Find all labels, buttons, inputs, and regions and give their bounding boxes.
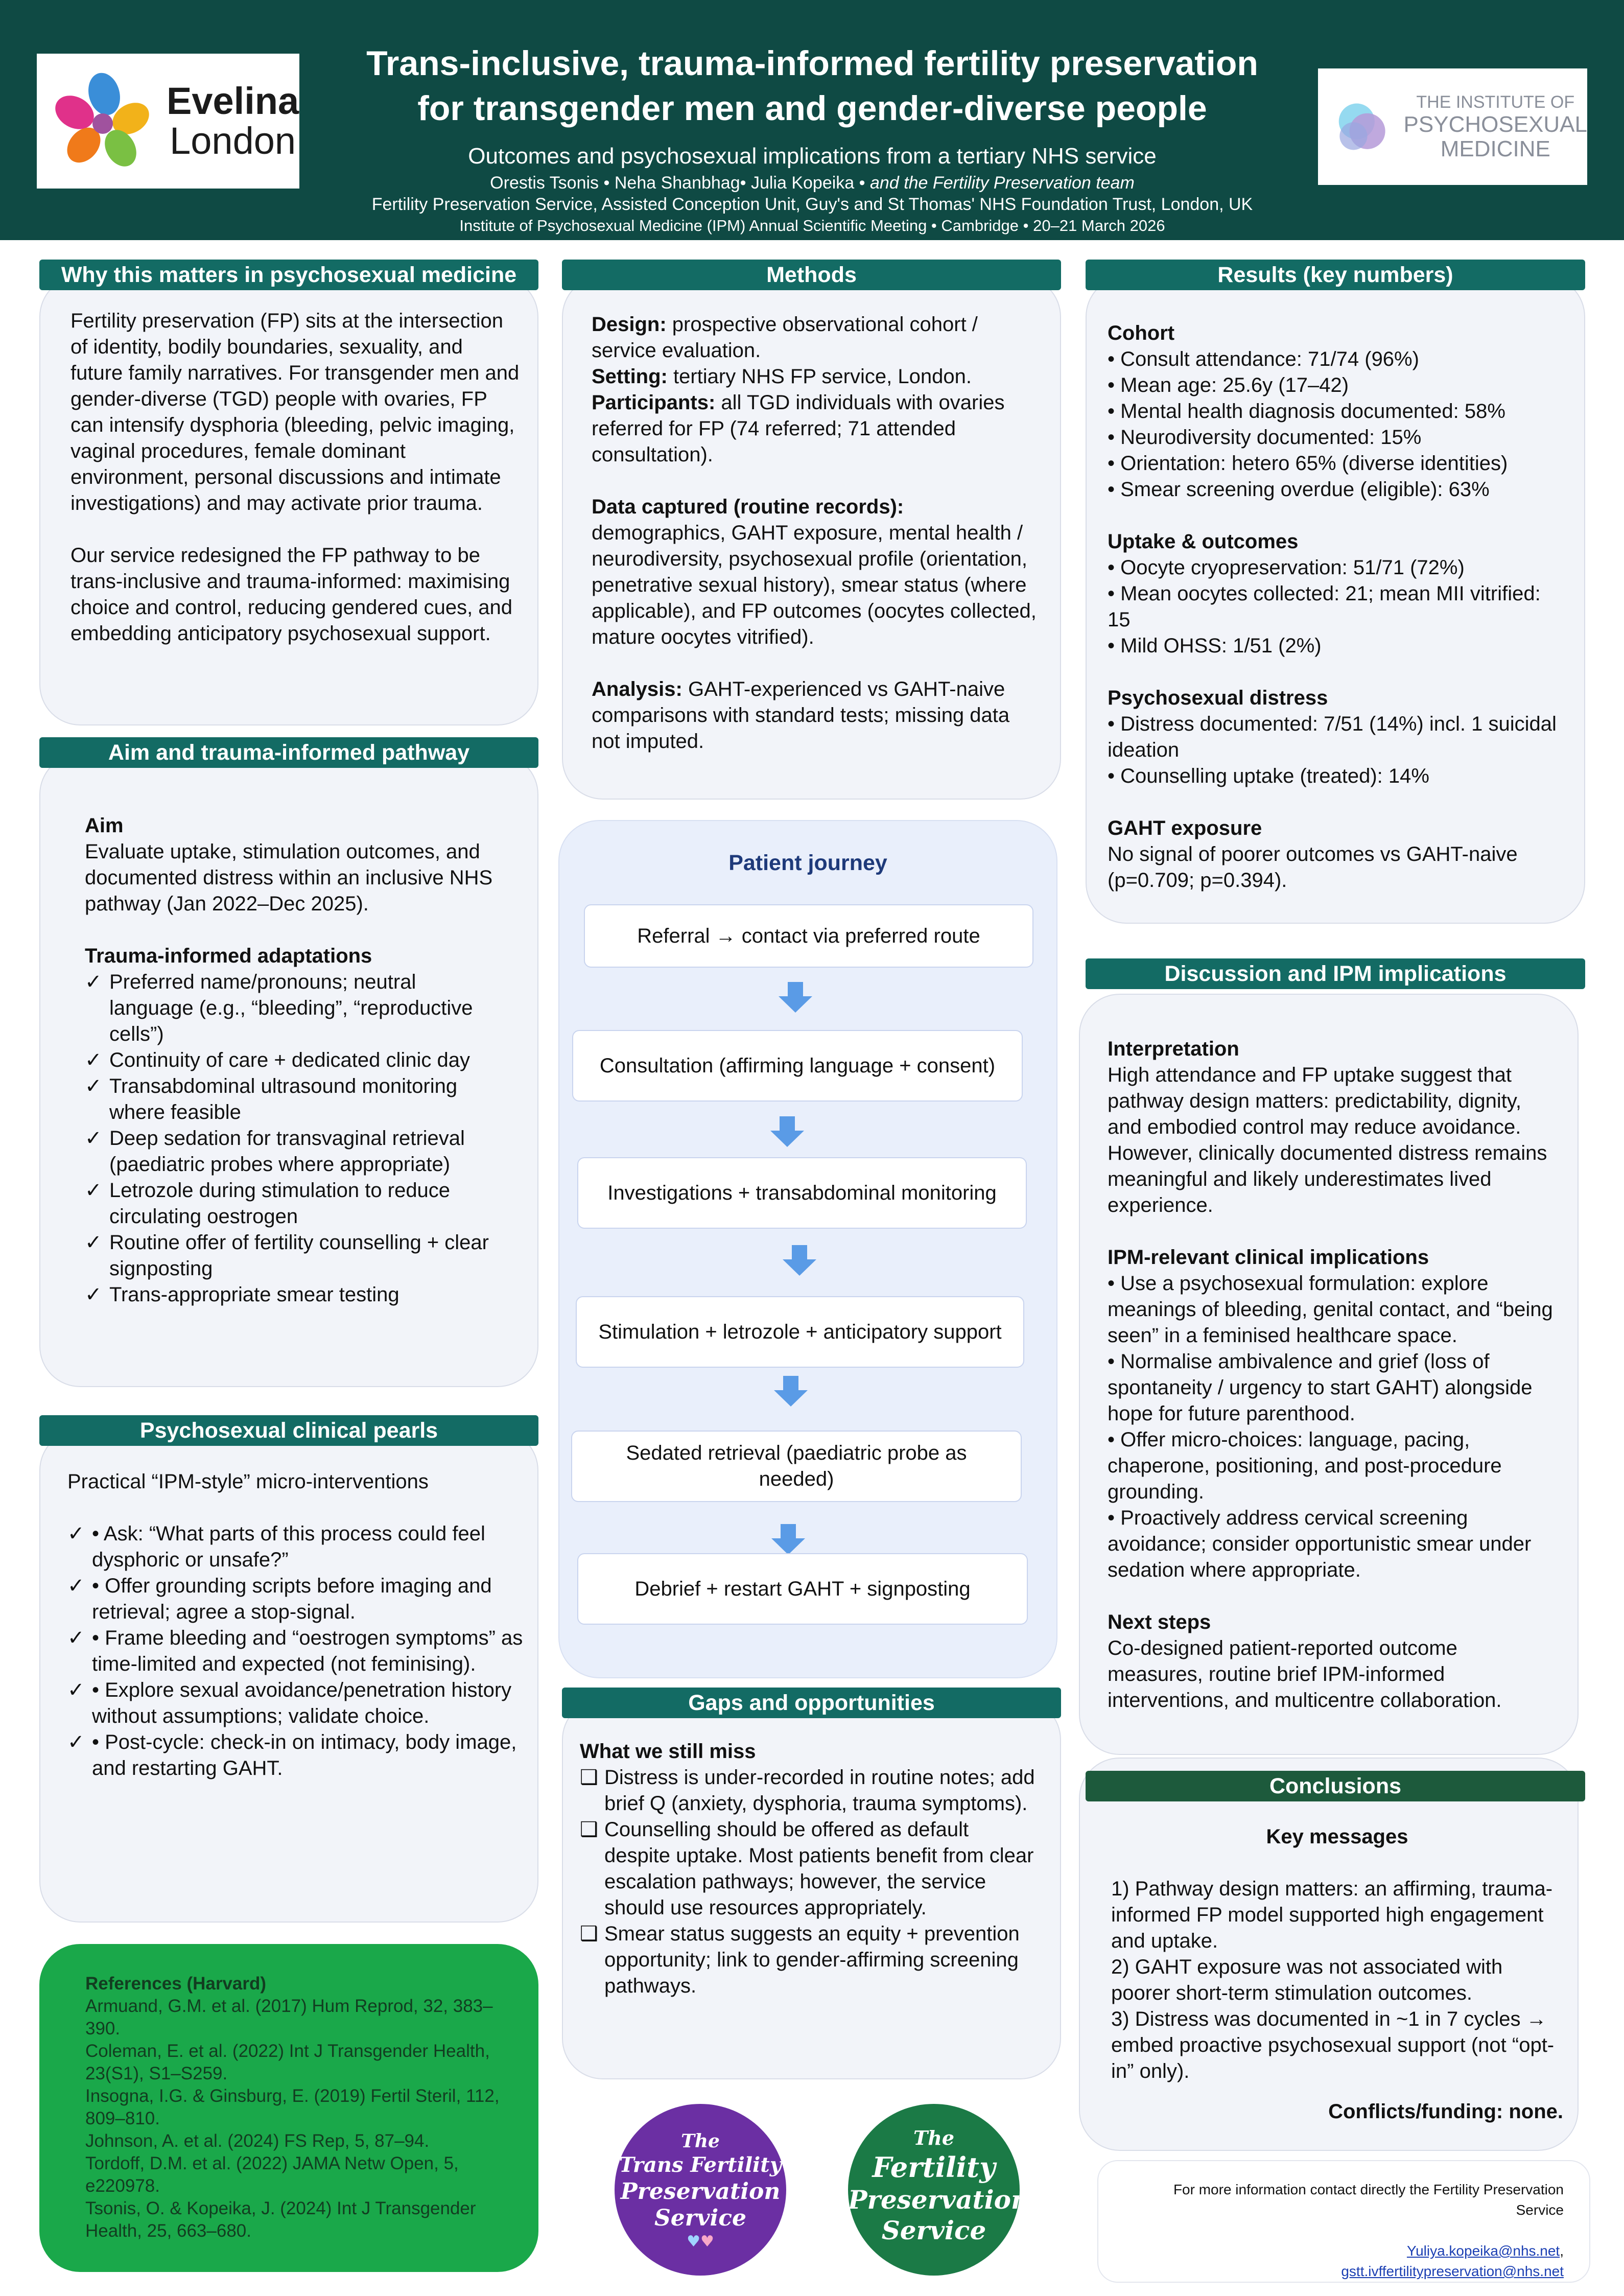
- reference-item: Insogna, I.G. & Ginsburg, E. (2019) Fertil Steril, 112, 809–810.: [85, 2086, 500, 2128]
- pearls-text: [67, 1469, 532, 1782]
- data-label: Data captured (routine records):: [592, 496, 904, 518]
- references-panel: [39, 1944, 538, 2272]
- check-icon: ✓: [67, 1627, 85, 1649]
- check-icon: ✓: [85, 1231, 102, 1254]
- list-item: ✓ • Ask: “What parts of this process could feel dysphoric or unsafe?”: [67, 1521, 532, 1573]
- gaps-text: [580, 1739, 1037, 1999]
- result-line: • Mean oocytes collected: 21; mean MII vitrified: 15: [1108, 582, 1541, 631]
- gaht-label: GAHT exposure: [1108, 817, 1262, 839]
- check-icon: ✓: [85, 1283, 102, 1306]
- list-item: ✓ Preferred name/pronouns; neutral language (e.g., “bleeding”, “reproductive cells”): [85, 969, 499, 1047]
- aim-label: Aim: [85, 814, 124, 837]
- title-line-2: for transgender men and gender-diverse people: [417, 89, 1207, 128]
- aim-description: Evaluate uptake, stimulation outcomes, and documented distress within an inclusive NHS pathway (Jan 2022–Dec 2025).: [85, 840, 493, 915]
- journey-step-stimulation: Stimulation + letrozole + anticipatory support: [576, 1296, 1024, 1368]
- checkbox-icon: ❑: [580, 1818, 598, 1841]
- why-text: [70, 308, 520, 647]
- gaps-heading: Gaps and opportunities: [562, 1688, 1061, 1718]
- interpretation-text: High attendance and FP uptake suggest that pathway design matters: predictability, dignity, and embodied control may reduce avoidance. However, clinically documented distress remains meaningful and likely underestimates lived experience.: [1108, 1064, 1547, 1216]
- badge-right-line2: Fertility: [872, 2151, 996, 2184]
- reference-item: Coleman, E. et al. (2022) Int J Transgender Health, 23(S1), S1–S259.: [85, 2041, 490, 2083]
- distress-label: Psychosexual distress: [1108, 687, 1328, 709]
- discussion-heading: Discussion and IPM implications: [1086, 958, 1585, 989]
- badge-left-line4: Service: [654, 2205, 747, 2231]
- check-icon: ✓: [85, 1179, 102, 1202]
- list-item: ✓ • Post-cycle: check-in on intimacy, body image, and restarting GAHT.: [67, 1729, 532, 1782]
- ipm-circles-icon: [1328, 83, 1398, 170]
- contact-line-2: Service: [1516, 2202, 1564, 2218]
- reference-item: Johnson, A. et al. (2024) FS Rep, 5, 87–94.: [85, 2131, 430, 2151]
- journey-step-consultation: Consultation (affirming language + consent): [572, 1030, 1023, 1102]
- discussion-text: [1108, 1036, 1557, 1714]
- author-names: Orestis Tsonis • Neha Shanbhag• Julia Kopeika •: [490, 173, 865, 193]
- gaps-list: [580, 1765, 1037, 1999]
- results-heading: Results (key numbers): [1086, 260, 1585, 290]
- down-arrow-icon: [782, 1245, 817, 1276]
- logo-left-line1: Evelina: [167, 80, 299, 122]
- pearls-list: [67, 1521, 532, 1782]
- check-icon: ✓: [67, 1731, 85, 1753]
- adaptations-list: [85, 969, 499, 1308]
- aim-heading: Aim and trauma-informed pathway: [39, 737, 538, 768]
- implication-item: • Use a psychosexual formulation: explore meanings of bleeding, genital contact, and “being seen” in a feminised healthcare space.: [1108, 1272, 1553, 1347]
- author-team: and the Fertility Preservation team: [870, 173, 1135, 193]
- result-line: • Oocyte cryopreservation: 51/71 (72%): [1108, 556, 1465, 579]
- gaps-label: What we still miss: [580, 1740, 756, 1763]
- check-icon: ✓: [67, 1522, 85, 1545]
- poster-subtitle: Outcomes and psychosexual implications from a tertiary NHS service: [468, 144, 1157, 169]
- reference-item: Tordoff, D.M. et al. (2022) JAMA Netw Open, 5, e220978.: [85, 2153, 459, 2196]
- journey-step-referral: Referral → contact via preferred route: [584, 904, 1033, 968]
- list-item: ❑ Counselling should be offered as default despite uptake. Most patients benefit from clear escalation pathways; however, the service should use resources appropriately.: [580, 1817, 1037, 1921]
- list-item: ✓ Routine offer of fertility counselling + clear signposting: [85, 1230, 499, 1282]
- result-line: • Mental health diagnosis documented: 58%: [1108, 400, 1505, 423]
- badge-left-line2: Trans Fertility: [619, 2153, 782, 2177]
- result-line: • Neurodiversity documented: 15%: [1108, 426, 1422, 449]
- check-icon: ✓: [85, 1127, 102, 1150]
- check-icon: ✓: [85, 1049, 102, 1071]
- list-item: ✓ Letrozole during stimulation to reduce circulating oestrogen: [85, 1178, 499, 1230]
- badge-right-line4: Service: [881, 2215, 986, 2245]
- affiliation: Fertility Preservation Service, Assisted Conception Unit, Guy's and St Thomas' NHS Foundation Trust, London, UK: [371, 195, 1253, 214]
- check-icon: ✓: [67, 1575, 85, 1597]
- flower-icon: [44, 62, 161, 180]
- list-item: ❑ Distress is under-recorded in routine notes; add brief Q (anxiety, dysphoria, trauma symptoms).: [580, 1765, 1037, 1817]
- title-line-1: Trans-inclusive, trauma-informed fertility preservation: [366, 44, 1258, 83]
- why-paragraph-1: Fertility preservation (FP) sits at the intersection of identity, bodily boundaries, sexuality, and future family narratives. For transgender men and gender-diverse (TGD) people with ovaries, FP can intensify dysphoria (bleeding, pelvic imaging, vaginal procedures, female dominant environment, personal discussions and intimate investigations) and may activate prior trauma.: [70, 310, 520, 514]
- logo-right-line3: MEDICINE: [1440, 136, 1550, 161]
- badge-right-line3: Preservation: [848, 2185, 1030, 2215]
- down-arrow-icon: [770, 1524, 806, 1555]
- ipm-logo: [1318, 68, 1587, 185]
- check-icon: ✓: [85, 1075, 102, 1097]
- journey-step-retrieval: Sedated retrieval (paediatric probe as needed): [571, 1431, 1022, 1502]
- result-line: • Mean age: 25.6y (17–42): [1108, 374, 1349, 396]
- why-paragraph-2: Our service redesigned the FP pathway to be trans-inclusive and trauma-informed: maximising choice and control, reducing gendered cues, and embedding anticipatory psychosexual support.: [70, 544, 513, 645]
- cohort-label: Cohort: [1108, 322, 1175, 344]
- authors: [317, 172, 1308, 194]
- implication-item: • Offer micro-choices: language, pacing, chaperone, positioning, and post-procedure grounding.: [1108, 1428, 1502, 1503]
- list-item: ✓ • Offer grounding scripts before imaging and retrieval; agree a stop-signal.: [67, 1573, 532, 1625]
- result-line: • Smear screening overdue (eligible): 63%: [1108, 478, 1490, 501]
- logo-right-line2: PSYCHOSEXUAL: [1403, 112, 1587, 137]
- result-line: • Distress documented: 7/51 (14%) incl. 1 suicidal ideation: [1108, 713, 1557, 761]
- data-text: demographics, GAHT exposure, mental health / neurodiversity, psychosexual profile (orientation, penetrative sexual history), smear status (where applicable), and FP outcomes (oocytes collected, mature oocytes vitrified).: [592, 522, 1037, 648]
- checkbox-icon: ❑: [580, 1766, 598, 1789]
- participants-line: Participants: all TGD individuals with ovaries referred for FP (74 referred; 71 attended consultation).: [592, 391, 1005, 466]
- logo-right-line1: THE INSTITUTE OF: [1416, 92, 1575, 112]
- reference-item: Tsonis, O. & Kopeika, J. (2024) Int J Transgender Health, 25, 663–680.: [85, 2198, 476, 2241]
- reference-item: Armuand, G.M. et al. (2017) Hum Reprod, 32, 383–390.: [85, 1996, 493, 2039]
- next-steps-text: Co-designed patient-reported outcome measures, routine brief IPM-informed interventions, and multicentre collaboration.: [1108, 1637, 1502, 1712]
- badge-right-line1: The: [913, 2126, 955, 2149]
- list-item: ❑ Smear status suggests an equity + prevention opportunity; link to gender-affirming screening pathways.: [580, 1921, 1037, 1999]
- uptake-label: Uptake & outcomes: [1108, 530, 1299, 553]
- list-item: ✓ Continuity of care + dedicated clinic day: [85, 1047, 499, 1073]
- contact-email-link[interactable]: Yuliya.kopeika@nhs.net: [1406, 2243, 1560, 2259]
- list-item: ✓ • Explore sexual avoidance/penetration history without assumptions; validate choice.: [67, 1677, 532, 1729]
- next-steps-label: Next steps: [1108, 1611, 1211, 1633]
- key-messages-label: Key messages: [1266, 1825, 1408, 1848]
- result-line: • Counselling uptake (treated): 14%: [1108, 765, 1429, 787]
- implication-item: • Normalise ambivalence and grief (loss of spontaneity / urgency to start GAHT) alongside hope for future parenthood.: [1108, 1350, 1533, 1425]
- key-message: 1) Pathway design matters: an affirming, trauma-informed FP model supported high engagement and uptake.: [1111, 1878, 1553, 1952]
- evelina-london-logo: [37, 54, 299, 189]
- service-email-link[interactable]: gstt.ivffertilitypreservation@nhs.net: [1341, 2263, 1564, 2279]
- heart-icon: ♥♥: [687, 2233, 714, 2251]
- checkbox-icon: ❑: [580, 1923, 598, 1945]
- methods-heading: Methods: [562, 260, 1061, 290]
- journey-step-investigations: Investigations + transabdominal monitoring: [577, 1157, 1027, 1229]
- poster-header: [0, 0, 1624, 240]
- aim-text: [85, 813, 499, 1308]
- result-line: • Consult attendance: 71/74 (96%): [1108, 348, 1419, 370]
- list-item: ✓ Trans-appropriate smear testing: [85, 1282, 499, 1308]
- contact-line-1: For more information contact directly the Fertility Preservation: [1173, 2182, 1564, 2197]
- pearls-intro: Practical “IPM-style” micro-interventions: [67, 1470, 429, 1493]
- fertility-preservation-service-logo: [848, 2104, 1030, 2276]
- conclusions-heading: Conclusions: [1086, 1771, 1585, 1801]
- analysis-line: Analysis: GAHT-experienced vs GAHT-naive comparisons with standard tests; missing data not imputed.: [592, 678, 1010, 753]
- patient-journey-title: Patient journey: [728, 851, 887, 875]
- conference: Institute of Psychosexual Medicine (IPM) Annual Scientific Meeting • Cambridge • 20–21 March 2026: [459, 217, 1165, 235]
- trans-fertility-service-logo: [615, 2104, 786, 2276]
- implication-item: • Proactively address cervical screening avoidance; consider opportunistic smear under sedation where appropriate.: [1108, 1507, 1532, 1581]
- badge-left-line1: The: [681, 2130, 720, 2152]
- down-arrow-icon: [778, 982, 813, 1013]
- check-icon: ✓: [85, 971, 102, 993]
- result-line: • Mild OHSS: 1/51 (2%): [1108, 635, 1322, 657]
- design-line: Design: prospective observational cohort / service evaluation.: [592, 313, 978, 362]
- conclusions-text: [1111, 1824, 1563, 2125]
- adaptations-label: Trauma-informed adaptations: [85, 945, 372, 967]
- down-arrow-icon: [773, 1376, 809, 1407]
- poster-title: [317, 41, 1308, 131]
- pearls-heading: Psychosexual clinical pearls: [39, 1415, 538, 1446]
- references-text: [85, 1973, 504, 2242]
- journey-step-debrief: Debrief + restart GAHT + signposting: [577, 1553, 1028, 1625]
- list-item: ✓ Transabdominal ultrasound monitoring where feasible: [85, 1073, 499, 1126]
- why-heading: Why this matters in psychosexual medicine: [39, 260, 538, 290]
- check-icon: ✓: [67, 1679, 85, 1701]
- logo-left-line2: London: [170, 120, 296, 162]
- references-heading: References (Harvard): [85, 1974, 267, 1994]
- conflicts-statement: Conflicts/funding: none.: [1328, 2100, 1563, 2123]
- implications-label: IPM-relevant clinical implications: [1108, 1246, 1429, 1269]
- gaht-text: No signal of poorer outcomes vs GAHT-naive (p=0.709; p=0.394).: [1108, 843, 1518, 892]
- key-message: 2) GAHT exposure was not associated with poorer short-term stimulation outcomes.: [1111, 1956, 1503, 2004]
- interpretation-label: Interpretation: [1108, 1038, 1239, 1060]
- badge-left-line3: Preservation: [620, 2178, 781, 2205]
- list-item: ✓ • Frame bleeding and “oestrogen symptoms” as time-limited and expected (not feminising).: [67, 1625, 532, 1677]
- setting-line: Setting: tertiary NHS FP service, London.: [592, 365, 972, 388]
- down-arrow-icon: [769, 1116, 805, 1147]
- result-line: • Orientation: hetero 65% (diverse identities): [1108, 452, 1508, 475]
- list-item: ✓ Deep sedation for transvaginal retrieval (paediatric probes where appropriate): [85, 1126, 499, 1178]
- key-message: 3) Distress was documented in ~1 in 7 cycles → embed proactive psychosexual support (not “opt-in” only).: [1111, 2008, 1555, 2082]
- methods-text: [592, 312, 1041, 755]
- contact-box: For more information contact directly the Fertility Preservation Service Yuliya.kopeika@nhs.net, gstt.ivffertilitypreservation@nhs.net: [1097, 2160, 1590, 2283]
- results-text: [1108, 320, 1557, 894]
